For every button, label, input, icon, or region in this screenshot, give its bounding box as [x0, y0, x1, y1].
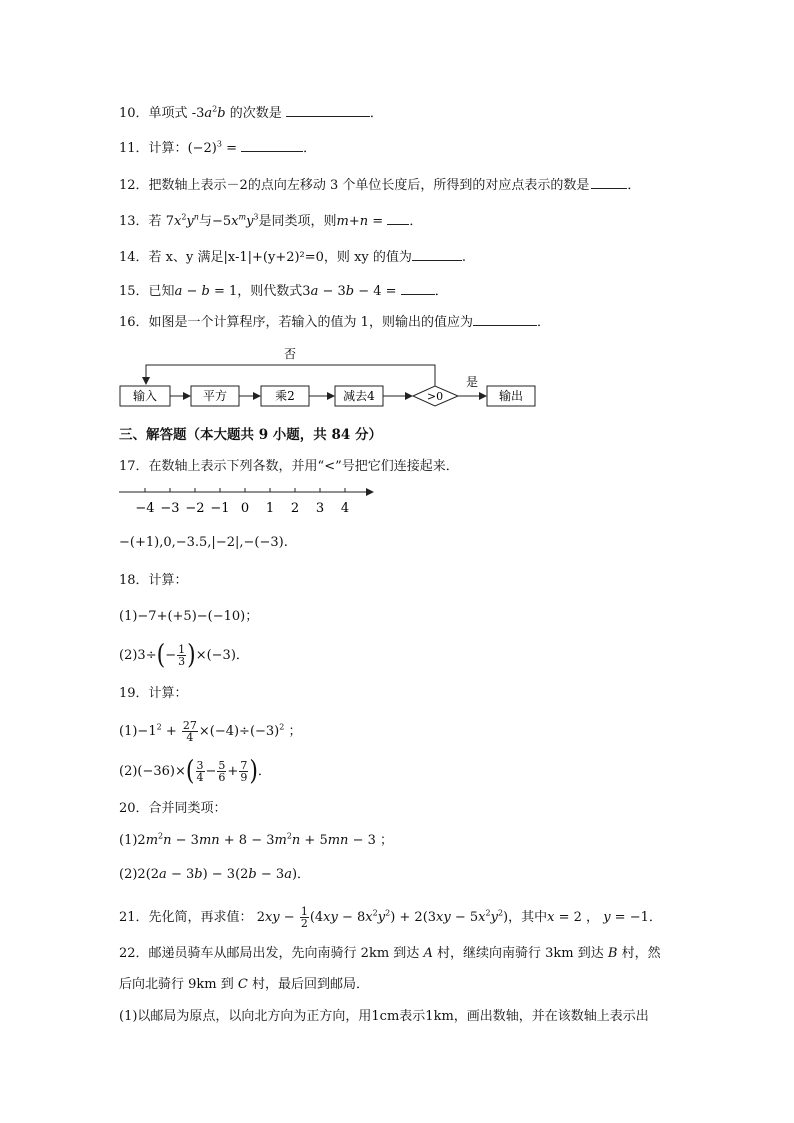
- question-22: 22．邮递员骑车从邮局出发，先向南骑行 2km 到达 A 村，继续向南骑行 3km 到达 B 村，然: [119, 946, 661, 961]
- q19-part-1: $(1)-1^2$ + $\frac{27}{4}$ $\times(-4)\div(-3)^2$ ；: [119, 719, 302, 744]
- question-13: 13．若 $7x^2y^n$与$-5x^my^3$是同类项，则m+n = ．: [119, 212, 423, 229]
- question-10: 10．单项式 $-3a^2b$ 的次数是 ．: [119, 104, 383, 121]
- question-17: 17．在数轴上表示下列各数，并用“<”号把它们连接起来．: [119, 459, 459, 474]
- question-20: 20．合并同类项：: [119, 801, 227, 816]
- number-line-label: 4: [340, 501, 350, 516]
- box-multiply-label: 乘2: [275, 389, 295, 403]
- number-line-label: 2: [290, 501, 300, 516]
- sum-expr: m+n =: [336, 214, 384, 229]
- condition-expr: a − b = 1: [174, 284, 238, 299]
- number-line-label: 3: [315, 501, 325, 516]
- q20-part-1: $(1)2m^2n - 3mn + 8 - 3m^2n + 5mn - 3$ ；: [119, 831, 393, 848]
- question-15: 15．已知a − b = 1，则代数式3a − 3b − 4 = ．: [119, 284, 448, 299]
- question-18: 18．计算：: [119, 573, 188, 588]
- section-title: 三、解答题（本大题共 9 小题，共 84 分）: [119, 427, 382, 443]
- fraction-27-4: $\frac{27}{4}$: [182, 719, 197, 744]
- monomial-expr: $-3a^2b$: [191, 104, 226, 121]
- box-square-label: 平方: [202, 389, 228, 403]
- answer-blank[interactable]: [412, 248, 462, 261]
- box-subtract-label: 减去4: [343, 389, 375, 403]
- number-line-label: −4: [135, 501, 155, 516]
- calculation-flowchart: [110, 340, 550, 415]
- q22-line-3: (1)以邮局为原点，以向北方向为正方向，用1cm表示1km，画出数轴，并在该数轴上表示出: [119, 1009, 649, 1024]
- algebra-expr: 3a − 3b − 4 =: [302, 284, 397, 299]
- power-expr: $(-2)^3$ =: [187, 139, 237, 156]
- yes-label: 是: [465, 375, 479, 389]
- q18-part-2: (2)3÷(− $\frac{1}{3}$ )×(−3)．: [119, 639, 249, 671]
- question-16: 16．如图是一个计算程序，若输入的值为 1，则输出的值应为 ．: [119, 315, 550, 330]
- question-19: 19．计算：: [119, 686, 188, 701]
- fraction-one-third: $\frac{1}{3}$: [178, 643, 186, 668]
- answer-blank[interactable]: [387, 212, 409, 225]
- number-line-label: 0: [240, 501, 250, 516]
- answer-blank[interactable]: [241, 139, 303, 152]
- box-input-label: 输入: [132, 389, 158, 403]
- question-21: 21．先化简，再求值： 2xy − $\frac{1}{2}$ $(4xy - 8x^2y^2) + 2(3xy - 5x^2y^2)$，其中x = 2 ， y = −1．: [119, 905, 662, 930]
- answer-blank[interactable]: [401, 282, 435, 295]
- question-11: 11．计算：$(-2)^3$ = ．: [119, 139, 317, 156]
- q17-numbers: −(+1),0,−3.5,|−2|,−(−3).: [119, 535, 288, 550]
- number-line-label: −2: [185, 501, 205, 516]
- q19-part-2: (2)(−36)×( $\frac{3}{4}$ − $\frac{5}{6}$ + $\frac{7}{9}$ )．: [119, 755, 271, 787]
- question-14: 14．若 x、y 满足|x-1|+(y+2)²=0，则 xy 的值为 .: [119, 250, 467, 265]
- q18-part-1: (1)−7+(+5)−(−10)；: [119, 609, 259, 624]
- question-12: 12．把数轴上表示－2的点向左移动 3 个单位长度后，所得到的对应点表示的数是 ．: [119, 178, 641, 193]
- number-line-label: 1: [265, 501, 275, 516]
- q20-part-2: (2)2(2a − 3b) − 3(2b − 3a)．: [119, 867, 311, 882]
- number-line-label: −3: [160, 501, 180, 516]
- number-line-label: −1: [210, 501, 230, 516]
- term-1: $7x^2y^n$: [165, 212, 199, 229]
- answer-blank[interactable]: [286, 104, 370, 117]
- decision-label: >0: [426, 390, 444, 403]
- term-2: $-5x^my^3$: [211, 212, 259, 229]
- answer-blank[interactable]: [473, 313, 537, 326]
- q22-line-2: 后向北骑行 9km 到 C 村，最后回到邮局．: [119, 977, 369, 992]
- no-label: 否: [283, 347, 297, 361]
- loop-back-arrow: [146, 365, 435, 386]
- number-line: [115, 482, 385, 518]
- answer-blank[interactable]: [591, 176, 627, 189]
- box-output-label: 输出: [498, 389, 524, 403]
